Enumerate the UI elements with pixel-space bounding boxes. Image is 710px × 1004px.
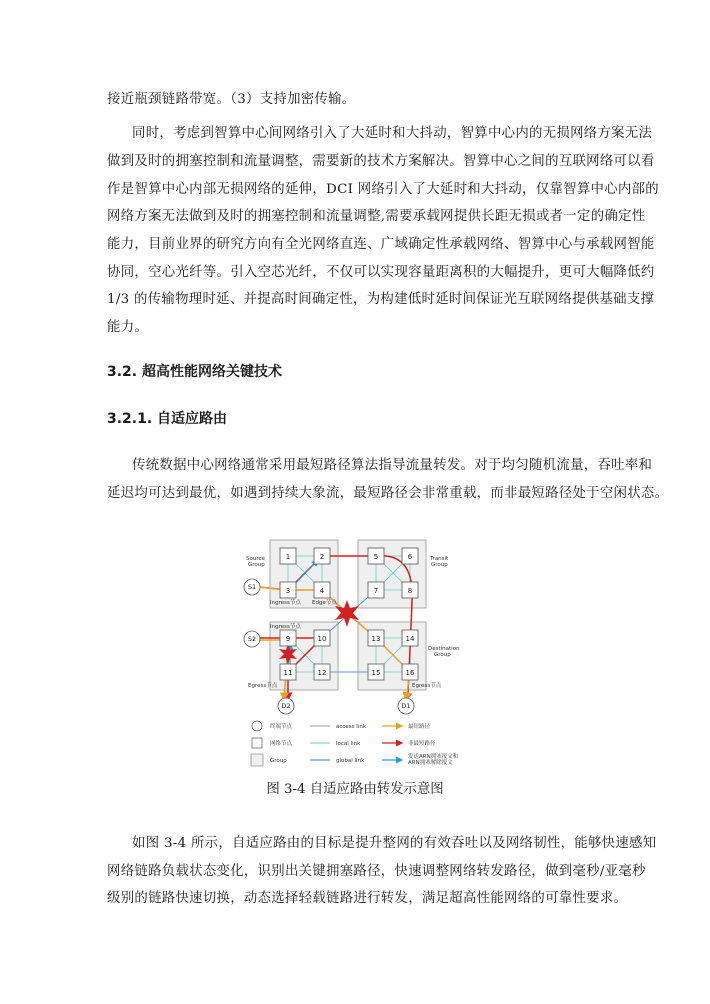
subsection-heading: 3.2.1. 自适应路由 <box>107 411 228 427</box>
svg-text:access link: access link <box>336 724 367 730</box>
node-label: 15 <box>371 669 381 677</box>
edge-label: Edge节点 <box>312 600 337 606</box>
node-label: 11 <box>283 669 293 677</box>
body-text-line: 传统数据中心网络通常采用最短路径算法指导流量转发。对于均匀随机流量，吞吐率和 <box>132 458 653 473</box>
svg-text:网络节点: 网络节点 <box>270 741 293 747</box>
figure-legend <box>251 721 459 766</box>
body-text-line: 协同，空心光纤等。引入空芯光纤，不仅可以实现容量距离积的大幅提升，更可大幅降低约 <box>107 265 655 280</box>
node-label: 13 <box>371 635 381 643</box>
svg-text:最短路径: 最短路径 <box>408 724 431 730</box>
body-text-line: 能力，目前业界的研究方向有全光网络直连、广域确定性承载网络、智算中心与承载网智能 <box>107 237 655 252</box>
node-label: 10 <box>317 635 327 643</box>
group-legend-icon <box>251 754 263 766</box>
node-label: 4 <box>319 587 325 595</box>
node-label: 2 <box>319 553 325 561</box>
transit-group-label: Transit Group <box>430 556 449 568</box>
ingress-label: Ingress节点 <box>270 624 301 630</box>
terminal-legend-icon <box>252 721 262 731</box>
figure-caption: 图 3-4 自适应路由转发示意图 <box>266 782 444 797</box>
terminal-label: D1 <box>401 702 411 710</box>
ingress-label: Ingress节点 <box>270 600 301 606</box>
body-text-line: 1/3 的传输物理时延、并提高时间确定性，为构建低时延时间保证光互联网络提供基础支撑 <box>107 292 655 307</box>
section-heading: 3.2. 超高性能网络关键技术 <box>107 364 282 380</box>
egress-label: Egress节点 <box>248 683 278 689</box>
svg-text:非最短路径: 非最短路径 <box>408 741 436 747</box>
terminal-label: D2 <box>281 702 291 710</box>
node-label: 5 <box>373 553 379 561</box>
terminal-label: S2 <box>247 635 257 643</box>
node-label: 14 <box>405 635 415 643</box>
body-text-line: 同时，考虑到智算中心间网络引入了大延时和大抖动，智算中心内的无损网络方案无法 <box>132 126 653 141</box>
body-text-line: 网络链路负载状态变化，识别出关键拥塞路径，快速调整网络转发路径，做到毫秒/亚毫秒 <box>107 864 646 879</box>
body-text-line: 做到及时的拥塞控制和流量调整，需要新的技术方案解决。智算中心之间的互联网络可以看 <box>107 154 655 169</box>
svg-text:global link: global link <box>336 758 365 764</box>
node-label: 6 <box>407 553 413 561</box>
source-group-label: Source Group <box>246 556 265 568</box>
body-text-line: 能力。 <box>107 320 149 335</box>
node-label: 1 <box>285 553 291 561</box>
node-label: 12 <box>317 669 327 677</box>
egress-label: Egress节点 <box>412 683 442 689</box>
destination-group-label: Destination Group <box>428 646 460 658</box>
node-label: 8 <box>407 587 413 595</box>
body-text-line: 作是智算中心内部无损网络的延伸，DCI 网络引入了大延时和大抖动，仅靠智算中心内部的 <box>107 182 659 197</box>
adaptive-routing-figure <box>230 532 480 770</box>
network-node-legend-icon <box>252 738 262 748</box>
svg-text:终端节点: 终端节点 <box>270 724 293 730</box>
node-label: 9 <box>285 635 291 643</box>
node-label: 7 <box>373 587 379 595</box>
terminal-label: S1 <box>247 583 257 591</box>
svg-text:local link: local link <box>336 741 361 747</box>
body-text-line: 延迟均可达到最优，如遇到持续大象流，最短路径会非常重载，而非最短路径处于空闲状态。 <box>107 486 669 501</box>
svg-text:Group: Group <box>270 758 287 764</box>
node-label: 16 <box>405 669 415 677</box>
body-text-line: 如图 3-4 所示，自适应路由的目标是提升整网的有效吞吐以及网络韧性，能够快速感知 <box>132 836 657 851</box>
body-text-line: 接近瓶颈链路带宽。（3）支持加密传输。 <box>107 92 356 107</box>
body-text-line: 网络方案无法做到及时的拥塞控制和流量调整,需要承载网提供长距无损或者一定的确定性 <box>107 209 646 224</box>
svg-text:发送ARN拥塞报文和ARN拥塞解除报文: 发送ARN拥塞报文和 ARN拥塞解除报文 <box>408 754 459 766</box>
body-text-line: 级别的链路快速切换，动态选择轻载链路进行转发，满足超高性能网络的可靠性要求。 <box>107 891 628 906</box>
node-label: 3 <box>285 587 291 595</box>
